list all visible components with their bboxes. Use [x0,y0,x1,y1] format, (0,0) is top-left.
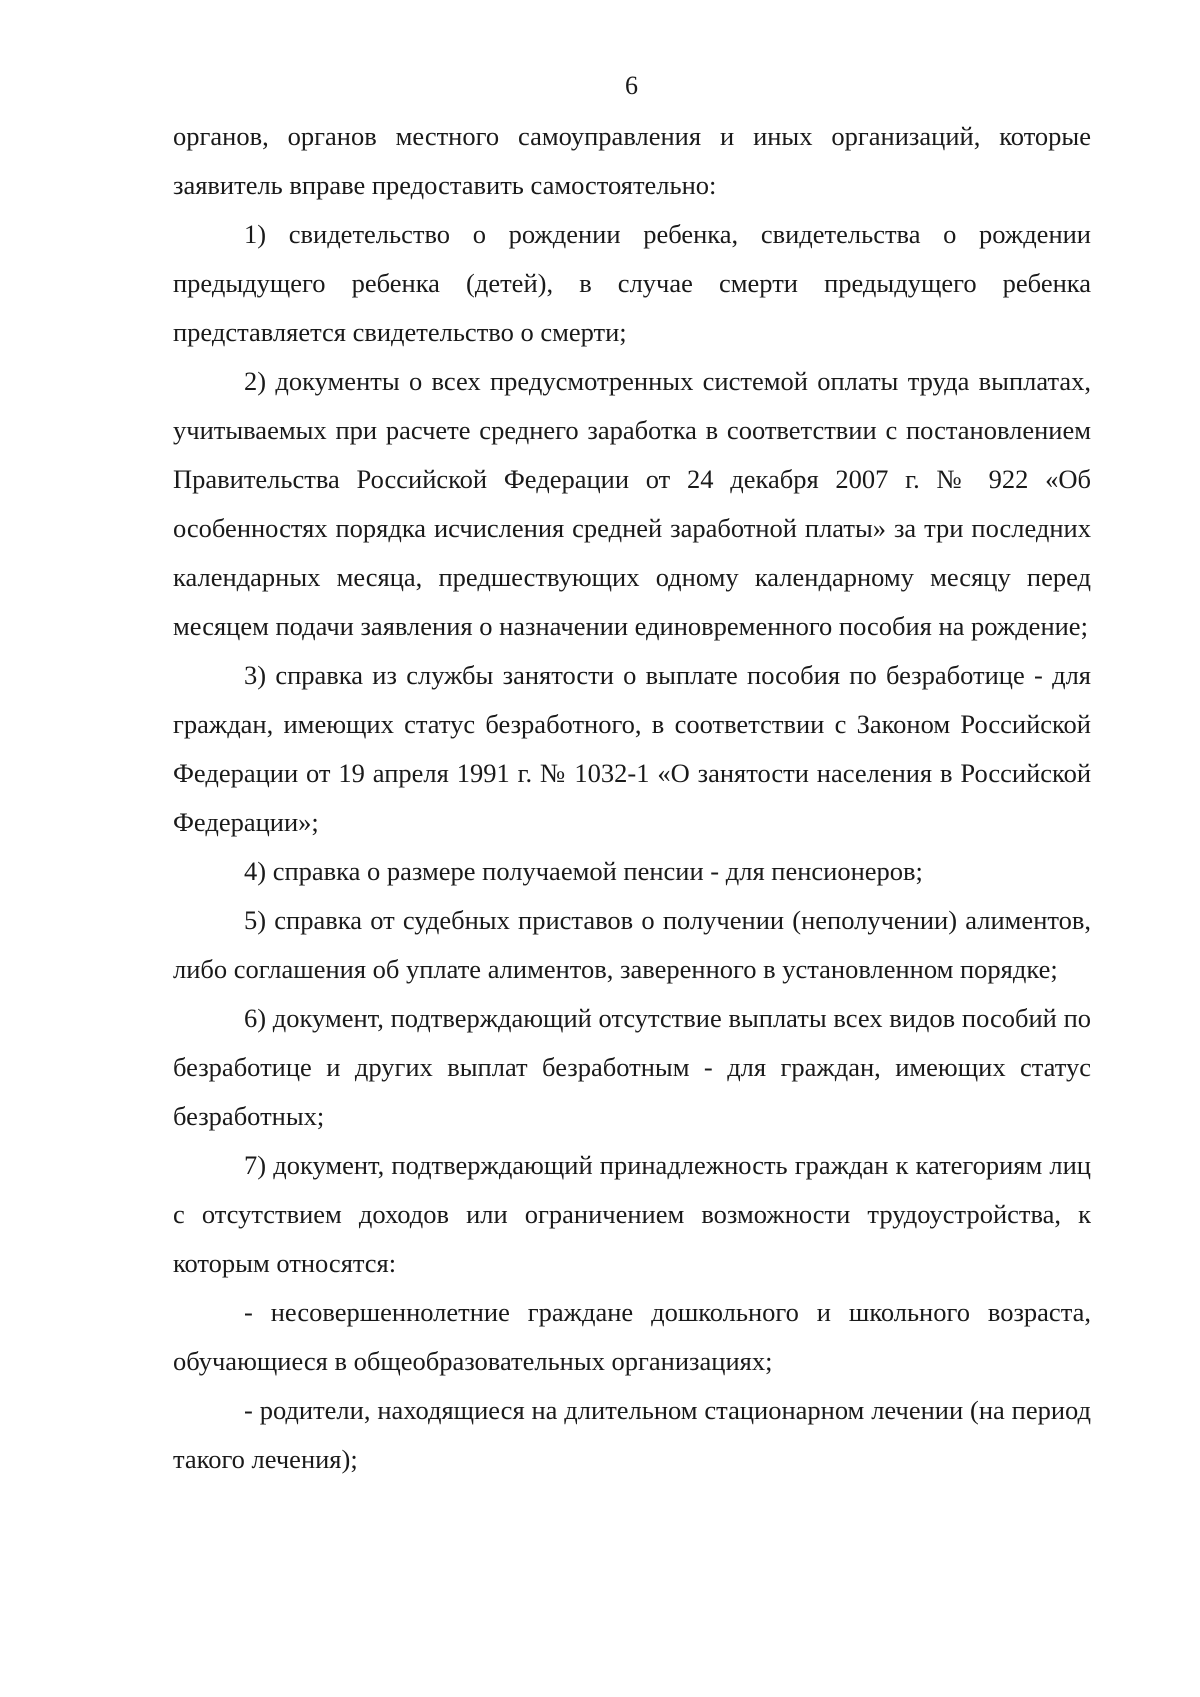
paragraph-dash-parents: - родители, находящиеся на длительном стационарном лечении (на период такого лечения); [173,1395,1091,1474]
paragraph-item-5: 5) справка от судебных приставов о получении (неполучении) алиментов, либо соглашения об уплате алиментов, заверенного в установленном порядке; [173,905,1091,984]
paragraph-item-4: 4) справка о размере получаемой пенсии - для пенсионеров; [244,856,923,886]
paragraph-continuation: органов, органов местного самоуправления и иных организаций, которые заявитель вправе предоставить самостоятельно: [173,121,1091,200]
page-number: 6 [625,71,638,100]
paragraph-item-1: 1) свидетельство о рождении ребенка, свидетельства о рождении предыдущего ребенка (детей), в случае смерти предыдущего ребенка представляется свидетельство о смерти; [173,219,1091,347]
document-body [173,112,1091,1484]
paragraph-item-7: 7) документ, подтверждающий принадлежность граждан к категориям лиц с отсутствием доходов или ограничением возможности трудоустройства, к которым относятся: [173,1150,1091,1278]
paragraph-item-3: 3) справка из службы занятости о выплате пособия по безработице - для граждан, имеющих статус безработного, в соответствии с Законом Российской Федерации от 19 апреля 1991 г. № 1032-1 «О занятости населения в Российской Федерации»; [173,660,1091,837]
paragraph-item-6: 6) документ, подтверждающий отсутствие выплаты всех видов пособий по безработице и других выплат безработным - для граждан, имеющих статус безработных; [173,1003,1091,1131]
paragraph-item-2: 2) документы о всех предусмотренных системой оплаты труда выплатах, учитываемых при расчете среднего заработка в соответствии с постановлением Правительства Российской Федерации от 24 декабря 2007 г. № 922 «Об особенностях порядка исчисления средней заработной платы» за три последних календарных месяца, предшествующих одному календарному месяцу перед месяцем подачи заявления о назначении единовременного пособия на рождение; [173,366,1091,641]
paragraph-dash-minors: - несовершеннолетние граждане дошкольного и школьного возраста, обучающиеся в общеобразовательных организациях; [173,1297,1091,1376]
